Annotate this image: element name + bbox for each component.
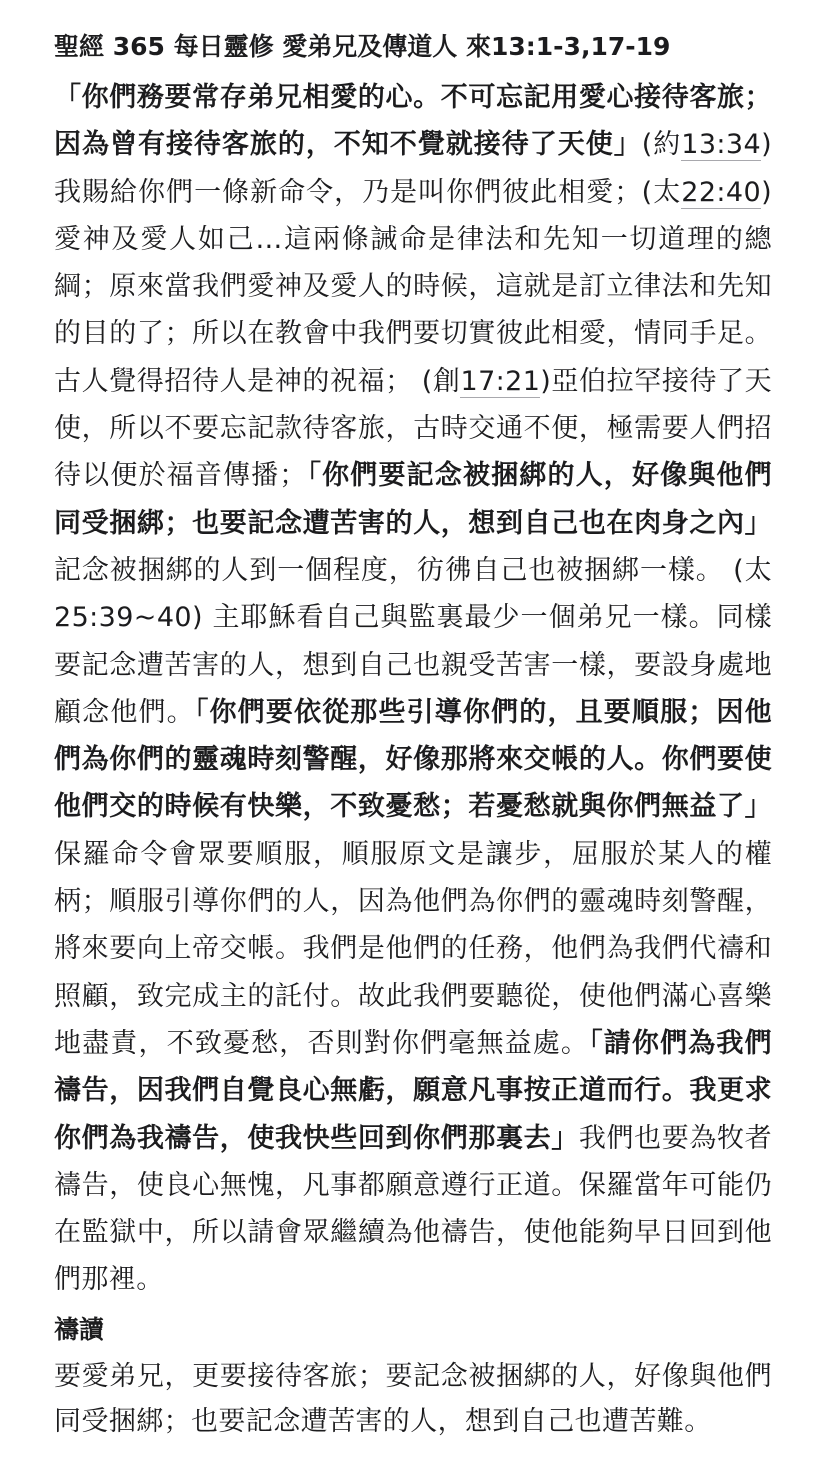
prayer-text: 要愛弟兄，更要接待客旅；要記念被捆綁的人，好像與他們同受捆綁；也要記念遭苦害的人，想到自己也遭苦難。 [54, 1360, 772, 1437]
page-title: 聖經 365 每日靈修 愛弟兄及傳道人 來13:1-3,17-19 [54, 32, 671, 61]
scripture-quote-4: 「請你們為我們禱告，因我們自覺良心無虧，願意凡事按正道而行。我更求你們為我禱告，使我快些回到你們那裏去」 [54, 1027, 772, 1154]
body-text: 我們也要為牧者禱告，使良心無愧，凡事都願意遵行正道。保羅當年可能仍在監獄中，所以請會眾繼續為他禱告，使他能夠早日回到他們那裡。 [54, 1122, 772, 1296]
body-text: )亞伯拉罕接待了天使，所以不要忘記款待客旅，古時交通不便，極需要人們招待以便於福音傳播； [54, 365, 773, 492]
devotional-page [54, 26, 772, 1444]
scripture-quote-3: 「你們要依從那些引導你們的，且要順服；因他們為你們的靈魂時刻警醒，好像那將來交帳的人。你們要使他們交的時候有快樂，不致憂愁；若憂愁就與你們無益了」 [54, 696, 773, 823]
scripture-quote-2: 「你們要記念被捆綁的人，好像與他們同受捆綁；也要記念遭苦害的人，想到自己也在肉身之內」 [54, 460, 772, 539]
prayer-heading: 禱讀 [54, 1314, 105, 1344]
scripture-quote-1: 「你們務要常存弟兄相愛的心。不可忘記用愛心接待客旅；因為曾有接待客旅的，不知不覺就接待了天使」 [54, 82, 772, 161]
body-text: ) 我賜給你們一條新命令，乃是叫你們彼此相愛；(太 [54, 129, 772, 208]
scripture-reference-link[interactable]: 13:34 [681, 129, 762, 161]
scripture-reference-link[interactable]: 17:21 [460, 365, 541, 397]
body-text: 保羅命令會眾要順服，順服原文是讓步，屈服於某人的權柄；順服引導你們的人，因為他們為你們的靈魂時刻警醒，將來要向上帝交帳。我們是他們的任務，他們為我們代禱和照顧，致完成主的託付。故此我們要聽從，使他們滿心喜樂地盡責，不致憂愁，否則對你們毫無益處。 [54, 838, 772, 1059]
body-text: 記念被捆綁的人到一個程度，彷彿自己也被捆綁一樣。 (太 25:39~40) 主耶穌看自己與監裏最少一個弟兄一樣。同樣要記念遭苦害的人，想到自己也親受苦害一樣，要設身處地顧念他們。 [54, 554, 772, 728]
devotional-body [54, 74, 772, 1304]
body-text: ) 愛神及愛人如己…這兩條誡命是律法和先知一切道理的總綱；原來當我們愛神及愛人的時候，這就是訂立律法和先知的目的了；所以在教會中我們要切實彼此相愛，情同手足。古人覺得招待人是神的祝福； (創 [54, 176, 772, 397]
scripture-reference-link[interactable]: 22:40 [681, 176, 762, 208]
body-text: (約 [641, 129, 682, 161]
